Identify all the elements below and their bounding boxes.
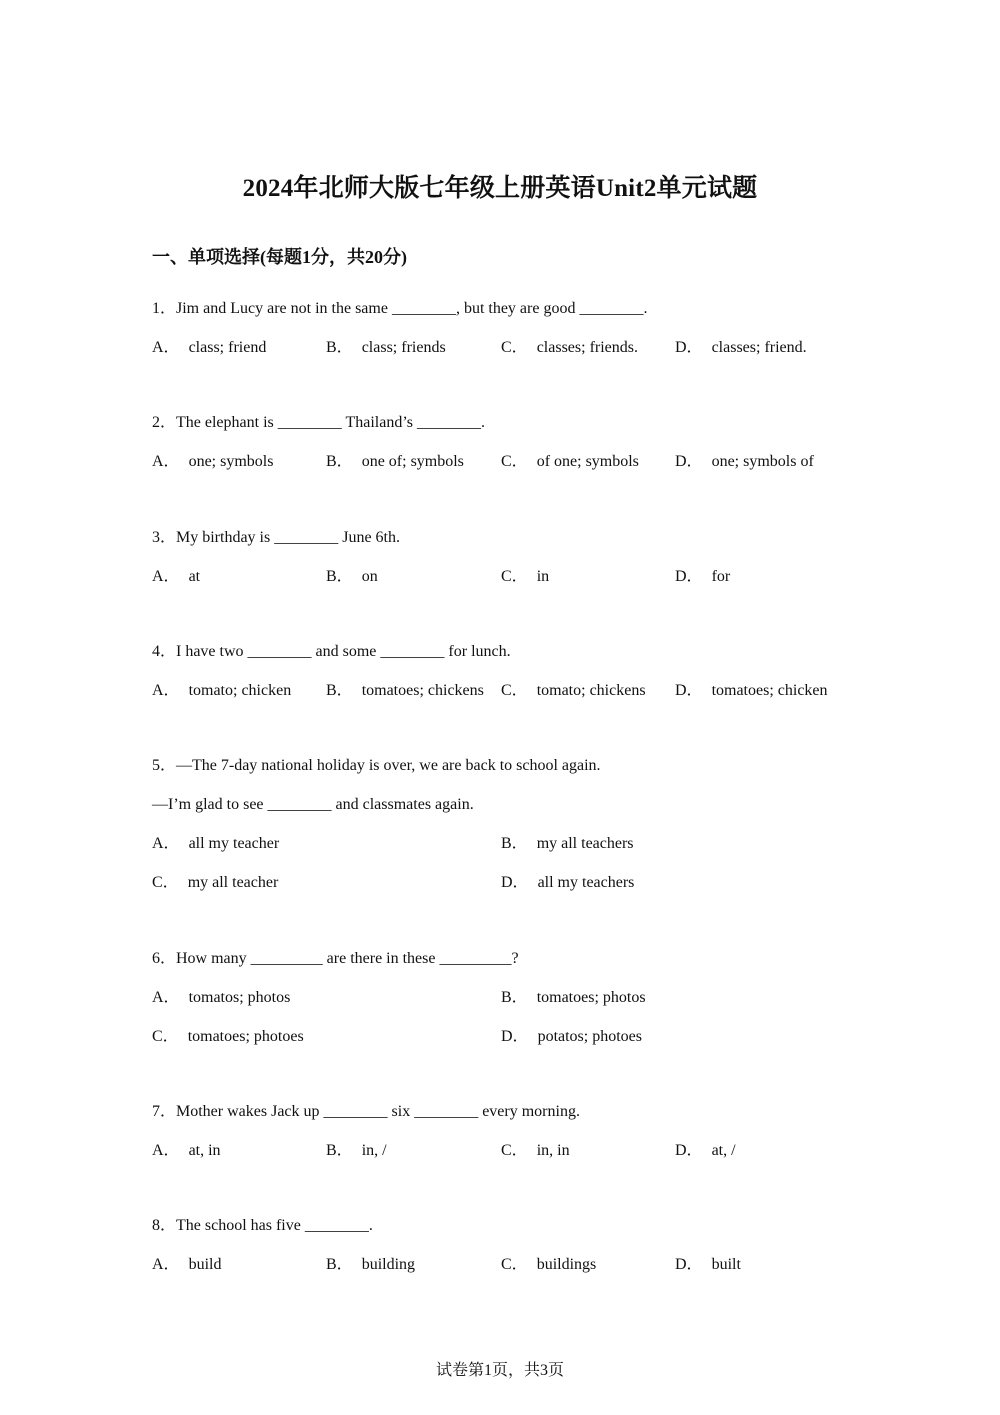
option-a: A． all my teacher <box>152 835 280 852</box>
question-1 <box>152 299 872 358</box>
question-4 <box>152 642 872 701</box>
option-c: C． classes; friends. <box>501 339 638 356</box>
options-row <box>152 567 872 587</box>
options-row <box>152 988 872 1008</box>
option-b: B． class; friends <box>326 339 446 356</box>
option-d: D． classes; friend. <box>675 339 807 356</box>
question-7 <box>152 1102 872 1161</box>
option-c: C． tomato; chickens <box>501 682 646 699</box>
question-6 <box>152 949 872 1047</box>
option-a: A． tomato; chicken <box>152 682 292 699</box>
option-c: C． in <box>501 568 550 585</box>
option-b: B． in, / <box>326 1142 387 1159</box>
question-text-reply: —I’m glad to see ________ and classmates again. <box>152 796 474 813</box>
question-text: 3．My birthday is ________ June 6th. <box>152 529 400 546</box>
options-row <box>152 452 872 472</box>
question-8 <box>152 1216 872 1275</box>
question-text: 6．How many _________ are there in these _________? <box>152 950 519 967</box>
page-footer: 试卷第1页，共3页 <box>435 1362 564 1379</box>
question-text: 5．—The 7-day national holiday is over, we are back to school again. <box>152 757 601 774</box>
option-c: C． in, in <box>501 1142 570 1159</box>
options-row <box>152 1255 872 1275</box>
option-a: A． at, in <box>152 1142 221 1159</box>
question-text: 1．Jim and Lucy are not in the same ________, but they are good ________. <box>152 300 648 317</box>
options-row <box>152 1027 872 1047</box>
options-row <box>152 834 872 854</box>
option-a: A． class; friend <box>152 339 267 356</box>
option-b: B． on <box>326 568 378 585</box>
options-row <box>152 1141 872 1161</box>
question-5 <box>152 756 872 893</box>
options-row <box>152 873 872 893</box>
question-text: 7．Mother wakes Jack up ________ six ________ every morning. <box>152 1103 580 1120</box>
option-c: C． buildings <box>501 1256 597 1273</box>
option-c: C． tomatoes; photoes <box>152 1028 304 1045</box>
options-row <box>152 338 872 358</box>
question-2 <box>152 413 872 472</box>
option-d: D． tomatoes; chicken <box>675 682 828 699</box>
option-b: B． my all teachers <box>501 835 634 852</box>
section-heading: 一、单项选择(每题1分，共20分) <box>152 247 407 267</box>
option-b: B． tomatoes; chickens <box>326 682 484 699</box>
options-row <box>152 681 872 701</box>
option-b: B． tomatoes; photos <box>501 989 646 1006</box>
option-d: D． for <box>675 568 731 585</box>
option-c: C． of one; symbols <box>501 453 639 470</box>
page-title: 2024年北师大版七年级上册英语Unit2单元试题 <box>242 175 758 202</box>
option-a: A． one; symbols <box>152 453 274 470</box>
option-d: D． at, / <box>675 1142 736 1159</box>
option-d: D． potatos; photoes <box>501 1028 642 1045</box>
option-b: B． one of; symbols <box>326 453 464 470</box>
option-a: A． at <box>152 568 201 585</box>
question-text: 8．The school has five ________. <box>152 1217 373 1234</box>
question-3 <box>152 528 872 587</box>
question-text: 4．I have two ________ and some ________ for lunch. <box>152 643 511 660</box>
option-d: D． one; symbols of <box>675 453 814 470</box>
question-text: 2．The elephant is ________ Thailand’s ________. <box>152 414 485 431</box>
option-d: D． built <box>675 1256 741 1273</box>
option-a: A． tomatos; photos <box>152 989 291 1006</box>
option-c: C． my all teacher <box>152 874 279 891</box>
option-a: A． build <box>152 1256 222 1273</box>
option-b: B． building <box>326 1256 416 1273</box>
option-d: D． all my teachers <box>501 874 635 891</box>
